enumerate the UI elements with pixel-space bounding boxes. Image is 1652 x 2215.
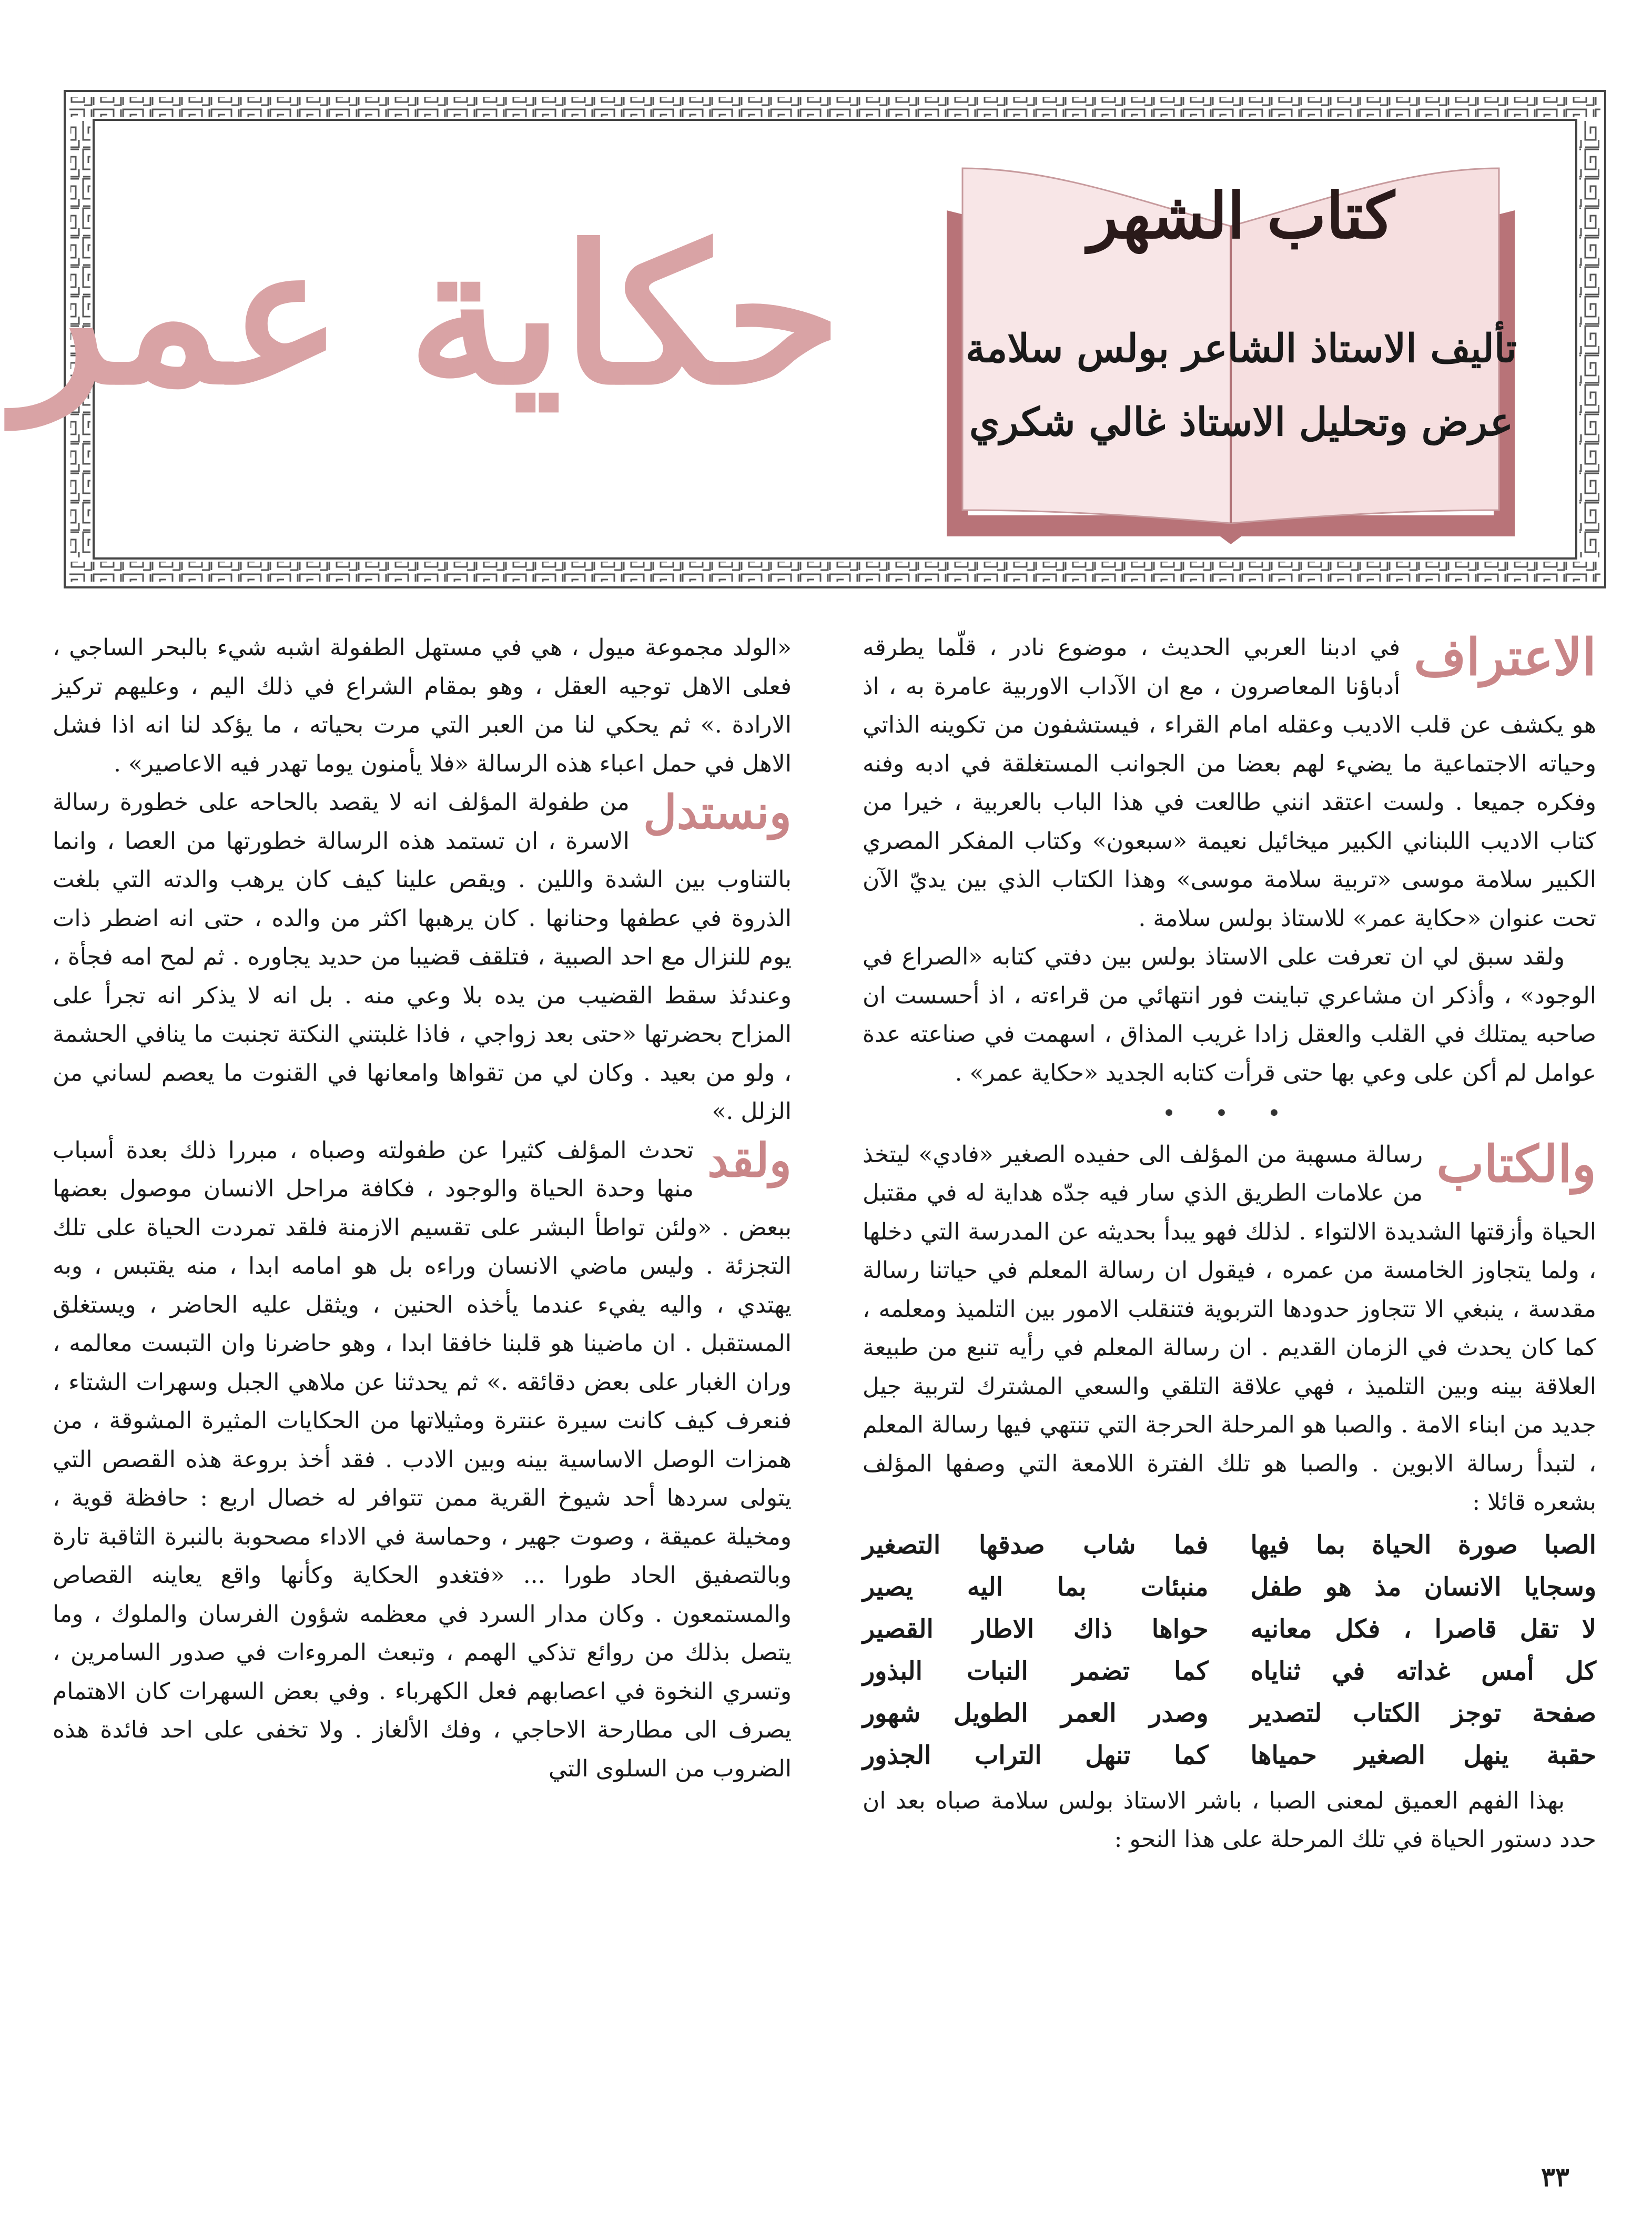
section-confession: [863, 628, 1596, 938]
lead-word-infer: ونستدل: [643, 785, 792, 839]
author-credit: تأليف الاستاذ الشاعر بولس سلامة: [965, 326, 1517, 371]
poem-verse: الصبا صورة الحياة بما فيها: [1250, 1530, 1596, 1560]
paragraph-quote-child: «الولد مجموعة ميول ، هي في مستهل الطفولة اشبه شيء بالبحر الساجي ، فعلى الاهل توجيه العقل ، وهو بمقام الشراع في ذلك اليم ، وعليهم تركيز الارادة .» ثم يحكي لنا من العبر التي مرت بحياته ، ما يؤكد لنا انه اذا فشل الاهل في حمل اعباء هذه الرسالة «فلا يأمنون يوما تهدر فيه الاعاصير» .: [53, 634, 792, 777]
review-credit: عرض وتحليل الاستاذ غالي شكري: [969, 400, 1514, 445]
poem-verse: منبئات بما اليه يصير: [863, 1572, 1209, 1602]
poem-verse: كما تنهل التراب الجذور: [863, 1740, 1209, 1770]
left-column: [53, 628, 792, 1788]
paragraph-book-1: رسالة مسهبة من المؤلف الى حفيده الصغير «فادي» ليتخذ من علامات الطريق الذي سار فيه جدّه هداية له في مقتبل الحياة وأزقتها الشديدة الالتواء . لذلك فهو يبدأ بحديثه عن المدرسة التي دخلها ، ولما يتجاوز الخامسة من عمره ، فيقول ان رسالة المعلم في حياتنا رسالة مقدسة ، ينبغي الا تتجاوز حدودها التربوية فتنقلب الامور بين التلميذ ومعلمه ، كما كان يحدث في الزمان القديم . ان رسالة المعلم في رأيه تنبع من طبيعة العلاقة بينه وبين التلميذ ، فهي علاقة التلقي والسعي المشترك لتربية جيل جديد من ابناء الامة . والصبا هو المرحلة الحرجة التي تنتهي فيها رسالة المعلم ، لتبدأ رسالة الابوين . والصبا هو تلك الفترة اللامعة التي وصفها المؤلف بشعره قائلا :: [863, 1141, 1596, 1516]
paragraph-confession-2: ولقد سبق لي ان تعرفت على الاستاذ بولس بين دفتي كتابه «الصراع في الوجود» ، وأذكر ان مشاعري تباينت فور انتهائي من قراءته ، اذ أحسست ان صاحبه يمتلك في القلب والعقل زادا غريب المذاق ، اسهمت في صناعته عدة عوامل لم أكن على وعي بها حتى قرأت كتابه الجديد «حكاية عمر» .: [863, 943, 1596, 1086]
paragraph-infer-1: من طفولة المؤلف انه لا يقصد بالحاحه على خطورة رسالة الاسرة ، ان تستمد هذه الرسالة خطورتها من العصا ، وانما بالتناوب بين الشدة واللين . ويقص علينا كيف كان يرهب والدته التي بلغت الذروة في عطفها وحنانها . كان يرهبها اكثر من والده ، حتى انه اضطر ذات يوم للنزال مع احد الصبية ، فتلقف قضيبا من حديد يجاوره . ثم لمح امه فجأة ، وعندئذ سقط القضيب من يده بلا وعي منه . بل انه لا يذكر انه تجرأ على المزاح بحضرتها «حتى بعد زواجي ، فاذا غلبتني النكتة تجنبت ما ينافي الحشمة ، ولو من بعيد . وكان لي من تقواها وامعانها في القنوت ما يعصم لساني من الزلل .»: [53, 789, 792, 1125]
paragraph-confession-1: في ادبنا العربي الحديث ، موضوع نادر ، قلّما يطرقه أدباؤنا المعاصرون ، مع ان الآداب الاوربية عامرة به ، اذ هو يكشف عن قلب الاديب وعقله امام القراء ، فيستشفون من تكوينه الذاتي وحياته الاجتماعية ما يضيء لهم بعضا من الجوانب المستغلقة في ادبه وفنه وفكره جميعا . ولست اعتقد انني طالعت في هذا الباب بالعربية ، خيرا من كتاب الاديب اللبناني الكبير ميخائيل نعيمة «سبعون» وكتاب المفكر المصري الكبير سلامة موسى «تربية سلامة موسى» وهذا الكتاب الذي بين يديّ الآن تحت عنوان «حكاية عمر» للاستاذ بولس سلامة .: [863, 634, 1596, 932]
poem-verse: وسجايا الانسان مذ هو طفل: [1250, 1572, 1596, 1602]
paragraph-book-2: بهذا الفهم العميق لمعنى الصبا ، باشر الاستاذ بولس سلامة صباه بعد ان حدد دستور الحياة في تلك المرحلة على هذا النحو :: [863, 1787, 1596, 1853]
paragraph-indeed-1: تحدث المؤلف كثيرا عن طفولته وصباه ، مبررا ذلك بعدة أسباب منها وحدة الحياة والوجود ، فكافة مراحل الانسان موصول بعضها ببعض . «ولئن تواطأ البشر على تقسيم الازمنة فلقد تمردت الحياة على تلك التجزئة . وليس ماضي الانسان وراءه بل هو امامه ابدا ، منه يقتبس ، وبه يهتدي ، واليه يفيء عندما يأخذه الحنين ، ويثقل عليه الحاضر ، ويستغلق المستقبل . ان ماضينا هو قلبنا خافقا ابدا ، وهو حاضرنا وان التبست معالمه ، وران الغبار على بعض دقائقه .» ثم يحدثنا عن ملاهي الجبل وسهرات الشتاء ، فنعرف كيف كانت سيرة عنترة ومثيلاتها من الحكايات المثيرة المشوقة ، من همزات الوصل الاساسية بينه وبين الادب . فقد أخذ بروعة هذه القصص التي يتولى سردها أحد شيوخ القرية ممن تتوافر له خصال اربع : حافظة قوية ، ومخيلة عميقة ، وصوت جهير ، وحماسة في الاداء مصحوبة بالنبرة الثاقبة تارة وبالتصفيق الحاد طورا ... «فتغدو الحكاية وكأنها واقع يعاينه القصاص والمستمعون . وكان مدار السرد في معظمه شؤون الفرسان والملوك ، وما يتصل بذلك من روائع تذكي الهمم ، وتبعث المروءات في صدور السامرين ، وتسري النخوة في اعصابهم فعل الكهرباء . وفي بعض السهرات كان الاهتمام يصرف الى مطارحة الاحاجي ، وفك الألغاز . ولا تخفى على احد فائدة هذه الضروب من السلوى التي: [53, 1136, 792, 1782]
poem: [863, 1524, 1596, 1776]
poem-verse: فما شاب صدقها التصغير: [863, 1530, 1209, 1560]
lead-word-indeed: ولقد: [707, 1132, 792, 1187]
section-book: [863, 1135, 1596, 1522]
poem-verse: وصدر العمر الطويل شهور: [863, 1698, 1209, 1728]
page-number: ٣٣: [1541, 2161, 1569, 2192]
section-infer: [53, 783, 792, 1131]
poem-verse: كل أمس غداته في ثناياه: [1250, 1656, 1596, 1686]
book-of-month-label: كتاب الشهر: [1088, 179, 1395, 253]
section-separator: • • •: [1162, 1100, 1297, 1127]
section-indeed: [53, 1131, 792, 1789]
poem-verse: صفحة توجز الكتاب لتصدير: [1250, 1698, 1596, 1728]
poem-verse: حواها ذاك الاطار القصير: [863, 1614, 1209, 1644]
poem-verse: لا تقل قاصرا ، فكل معانيه: [1250, 1614, 1596, 1644]
article-title: حكاية عمر: [15, 204, 842, 426]
lead-word-confession: الاعتراف: [1414, 627, 1596, 687]
poem-verse: حقبة ينهل الصغير حمياها: [1250, 1740, 1596, 1770]
poem-verse: كما تضمر النبات البذور: [863, 1656, 1209, 1686]
right-column: [863, 628, 1596, 1859]
lead-word-book: والكتاب: [1436, 1134, 1596, 1194]
